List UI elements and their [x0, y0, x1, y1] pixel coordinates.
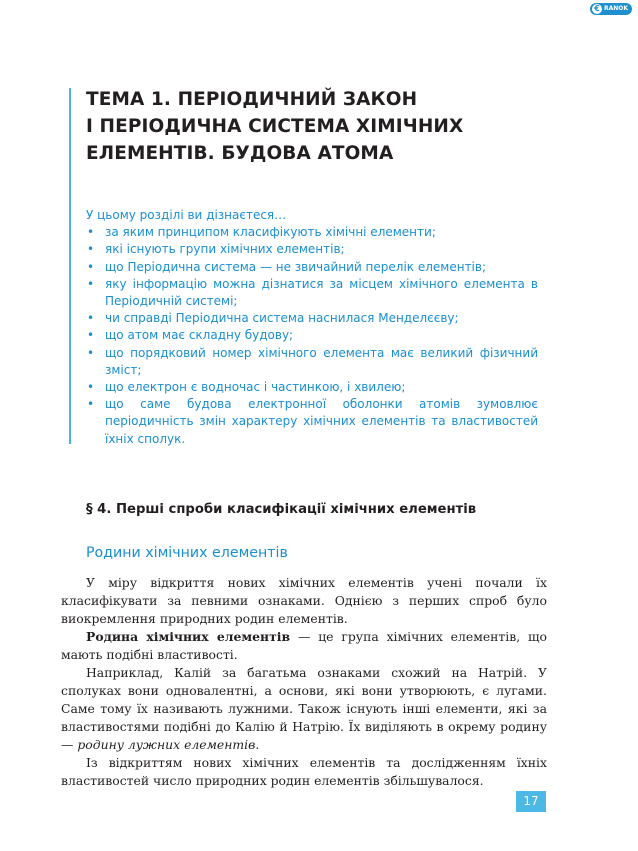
page-number: 17: [516, 791, 546, 812]
definition-term: Родина хімічних елементів: [86, 629, 291, 644]
chapter-accent-line: [69, 88, 71, 444]
intro-list-item: [86, 241, 538, 258]
bullet-icon: •: [87, 311, 95, 326]
bullet-icon: •: [87, 276, 95, 291]
bullet-icon: •: [87, 225, 95, 240]
definition-text: — це група хімічних елементів, що мають подібні властивості.: [61, 629, 547, 662]
intro-item-text: за яким принципом класифікують хімічні елементи;: [105, 225, 436, 240]
chapter-intro: [86, 207, 538, 448]
paragraph: У міру відкриття нових хімічних елементів учені почали їх класифікувати за певними ознаками. Однією з перших спроб було виокремлення природних родин елементів.: [61, 575, 547, 626]
intro-list-item: [86, 259, 538, 276]
logo-mark-icon: €: [592, 4, 602, 14]
bullet-icon: •: [87, 259, 95, 274]
intro-lead: У цьому розділі ви дізнаєтеся…: [86, 208, 287, 222]
subsection-heading: Родини хімічних елементів: [86, 545, 288, 561]
intro-list-item: [86, 310, 538, 327]
intro-list-item: [86, 224, 538, 241]
intro-list-item: [86, 396, 538, 448]
intro-list-item: [86, 276, 538, 310]
paragraph: [61, 664, 547, 754]
intro-item-text: що Періодична система — не звичайний перелік елементів;: [105, 259, 487, 274]
section-heading: § 4. Перші спроби класифікації хімічних елементів: [86, 502, 477, 517]
bullet-icon: •: [87, 397, 95, 412]
intro-item-text: яку інформацію можна дізнатися за місцем хімічного елемента в Періодичній системі;: [105, 276, 538, 309]
publisher-logo: [590, 3, 632, 15]
intro-item-text: які існують групи хімічних елементів;: [105, 242, 345, 257]
paragraph-text: Наприклад, Калій за багатьма ознаками схожий на Натрій. У сполуках вони одновалентні, а основи, які вони утворюють, є лугами. Саме тому їх називають лужними. Також існують інші елементи, які за властивостями подібні до Калію й Натрію. Їх виділяють в окрему родину —: [61, 665, 547, 752]
topic-title: [86, 86, 556, 167]
bullet-icon: •: [87, 328, 95, 343]
body-text: [61, 574, 547, 790]
emphasis-term: родину лужних елементів: [77, 737, 256, 752]
paragraph-end: .: [255, 737, 260, 752]
intro-list-item: [86, 345, 538, 379]
intro-list-item: [86, 327, 538, 344]
intro-item-text: що електрон є водночас і частинкою, і хвилею;: [105, 380, 406, 395]
bullet-icon: •: [87, 345, 95, 360]
topic-title-line-1: ТЕМА 1. ПЕРІОДИЧНИЙ ЗАКОН: [86, 89, 418, 110]
intro-item-text: що атом має складну будову;: [105, 328, 294, 343]
topic-title-line-2: І ПЕРІОДИЧНА СИСТЕМА ХІМІЧНИХ: [86, 116, 464, 137]
intro-list: [86, 224, 538, 448]
topic-title-line-3: ЕЛЕМЕНТІВ. БУДОВА АТОМА: [86, 143, 394, 164]
intro-list-item: [86, 379, 538, 396]
logo-text: RANOK: [604, 5, 629, 12]
intro-item-text: що порядковий номер хімічного елемента має великий фізичний зміст;: [105, 345, 538, 377]
paragraph: Із відкриттям нових хімічних елементів та дослідженням їхніх властивостей число природних родин елементів збільшувалося.: [61, 755, 547, 788]
bullet-icon: •: [87, 380, 95, 395]
definition-paragraph: [61, 628, 547, 664]
intro-item-text: що саме будова електронної оболонки атомів зумовлює періодичність змін характеру хімічних елементів та властивостей їхніх сполук.: [105, 397, 538, 446]
bullet-icon: •: [87, 242, 95, 257]
intro-item-text: чи справді Періодична система наснилася Менделєєву;: [105, 311, 459, 326]
